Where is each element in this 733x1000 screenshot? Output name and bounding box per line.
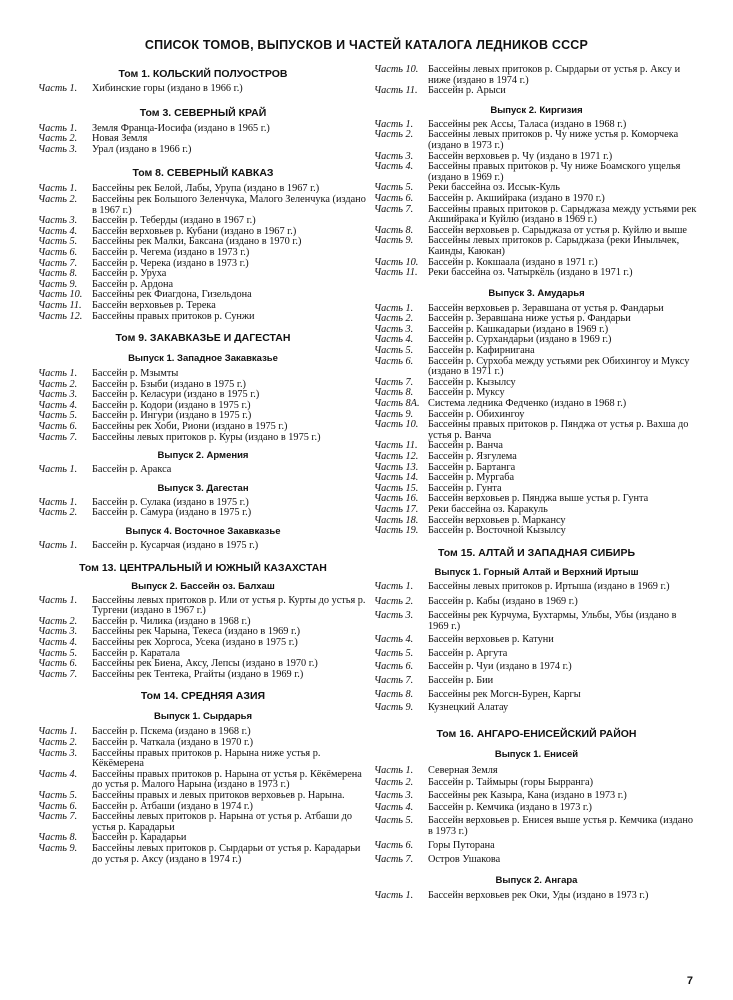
entry-text: Бассейны левых притоков р. Или от устья р. Курты до устья р. Тургени (издано в 1967 г.) bbox=[92, 594, 366, 617]
part-label: Часть 14. bbox=[374, 472, 419, 484]
entry-text: Бассейны рек Чарына, Текеса (издано в 1969 г.) bbox=[92, 626, 301, 638]
part-label: Часть 1. bbox=[38, 464, 78, 476]
part-label: Часть 4. bbox=[38, 399, 78, 411]
part-label: Часть 3. bbox=[38, 389, 78, 401]
entry-text: Бассейн р. Чуи (издано в 1974 г.) bbox=[428, 661, 572, 673]
part-label: Часть 18. bbox=[374, 514, 419, 526]
entry-text: Бассейн р. Чегема (издано в 1973 г.) bbox=[92, 246, 250, 258]
entry-text: Кузнецкий Алатау bbox=[428, 702, 509, 714]
entry-text: Бассейны рек Биена, Аксу, Лепсы (издано в 1970 г.) bbox=[92, 658, 318, 670]
issue-heading: Выпуск 1. Западное Закавказье bbox=[128, 353, 278, 365]
catalog-entry bbox=[374, 205, 699, 226]
entry-text: Бассейны левых притоков р. Куры (издано в 1975 г.) bbox=[92, 431, 321, 443]
entry-text: Бассейн р. Кемчика (издано в 1973 г.) bbox=[428, 802, 592, 814]
catalog-entry bbox=[374, 335, 699, 346]
entry-text: Бассейн р. Бии bbox=[428, 674, 494, 686]
catalog-entry bbox=[38, 124, 368, 135]
catalog-entry bbox=[374, 441, 699, 452]
catalog-entry bbox=[374, 420, 699, 441]
entry-text: Бассейн р. Муксу bbox=[428, 387, 505, 399]
catalog-entry bbox=[374, 582, 699, 593]
part-label: Часть 1. bbox=[38, 540, 78, 552]
part-label: Часть 5. bbox=[38, 410, 78, 422]
part-label: Часть 3. bbox=[38, 626, 78, 638]
entry-text: Бассейн р. Карадарьи bbox=[92, 832, 187, 844]
catalog-entry bbox=[38, 145, 368, 156]
part-label: Часть 7. bbox=[374, 853, 414, 865]
entry-text: Бассейны правых притоков р. Нарына от устья р. Кёкёмерена до устья р. Малого Нарына (издано в 1973 г.) bbox=[92, 768, 362, 791]
entry-text: Реки бассейна оз. Каракуль bbox=[428, 503, 548, 515]
entry-text: Бассейны рек Фиагдона, Гизельдона bbox=[92, 289, 252, 301]
part-label: Часть 4. bbox=[374, 334, 414, 346]
part-label: Часть 5. bbox=[374, 345, 414, 357]
issue-heading: Выпуск 3. Дагестан bbox=[157, 482, 249, 494]
part-label: Часть 11. bbox=[374, 267, 418, 279]
part-label: Часть 3. bbox=[374, 150, 414, 162]
catalog-entry bbox=[38, 638, 368, 649]
part-label: Часть 6. bbox=[38, 658, 78, 670]
part-label: Часть 4. bbox=[374, 634, 414, 646]
entry-text: Реки бассейна оз. Иссык-Куль bbox=[428, 182, 560, 194]
entry-text: Новая Земля bbox=[92, 133, 148, 145]
part-label: Часть 6. bbox=[38, 246, 78, 258]
issue-heading: Выпуск 2. Киргизия bbox=[490, 104, 583, 116]
part-label: Часть 1. bbox=[374, 302, 414, 314]
entry-text: Система ледника Федченко (издано в 1968 г.) bbox=[428, 398, 627, 410]
entry-text: Бассейны левых притоков р. Нарына от устья р. Атбаши до устья р. Карадарьи bbox=[92, 811, 353, 833]
part-label: Часть 3. bbox=[38, 747, 78, 759]
entry-text: Урал (издано в 1966 г.) bbox=[92, 143, 192, 155]
catalog-entry bbox=[374, 676, 699, 687]
catalog-entry bbox=[374, 378, 699, 389]
entry-text: Бассейн верховьев рек Оки, Уды (издано в 1973 г.) bbox=[428, 890, 649, 902]
entry-text: Бассейн р. Кодори (издано в 1975 г.) bbox=[92, 399, 251, 411]
catalog-entry bbox=[374, 463, 699, 474]
entry-text: Бассейны правых и левых притоков верховьев р. Нарына. bbox=[92, 789, 345, 801]
entry-text: Бассейн р. Гунта bbox=[428, 482, 502, 494]
part-label: Часть 2. bbox=[38, 378, 78, 390]
catalog-entry bbox=[374, 526, 699, 537]
part-label: Часть 3. bbox=[374, 609, 414, 621]
issue-heading: Выпуск 1. Сырдарья bbox=[153, 711, 253, 723]
part-label: Часть 3. bbox=[38, 215, 78, 227]
entry-text: Бассейны левых притоков р. Сырдарьи от устья р. Карадарьи до устья р. Аксу (издано в 1974 г.) bbox=[92, 842, 361, 865]
entry-text: Бассейн р. Пскема (издано в 1968 г.) bbox=[92, 726, 251, 738]
part-label: Часть 8. bbox=[374, 688, 414, 700]
entry-text: Бассейн р. Ванча bbox=[428, 440, 503, 452]
part-label: Часть 6. bbox=[374, 840, 414, 852]
part-label: Часть 3. bbox=[374, 789, 414, 801]
catalog-entry bbox=[38, 596, 368, 617]
catalog-entry bbox=[374, 703, 699, 714]
part-label: Часть 12. bbox=[374, 451, 419, 462]
part-label: Часть 6. bbox=[374, 192, 414, 204]
entry-text: Бассейн р. Аракса bbox=[92, 464, 172, 476]
part-label: Часть 9. bbox=[38, 842, 78, 854]
entry-text: Бассейн верховьев р. Енисея выше устья р. Кемчика (издано в 1973 г.) bbox=[428, 815, 693, 837]
part-label: Часть 9. bbox=[374, 702, 414, 714]
part-label: Часть 2. bbox=[38, 193, 78, 205]
entry-text: Бассейн р. Атбаши (издано в 1974 г.) bbox=[92, 800, 253, 812]
entry-text: Бассейн р. Чилика (издано в 1968 г.) bbox=[92, 615, 251, 627]
catalog-entry bbox=[38, 259, 368, 270]
catalog-entry bbox=[374, 662, 699, 673]
entry-text: Бассейны рек Курчума, Бухтармы, Ульбы, Убы (издано в 1969 г.) bbox=[428, 609, 677, 632]
part-label: Часть 5. bbox=[374, 815, 414, 827]
entry-text: Бассейн р. Кашкадарьи (издано в 1969 г.) bbox=[428, 323, 609, 335]
issue-heading: Выпуск 2. Ангара bbox=[495, 875, 578, 887]
entry-text: Бассейн р. Язгулема bbox=[428, 451, 517, 462]
part-label: Часть 2. bbox=[374, 777, 414, 789]
part-label: Часть 5. bbox=[38, 647, 78, 659]
entry-text: Бассейны рек Ассы, Таласа (издано в 1968 г.) bbox=[428, 118, 627, 130]
entry-text: Бассейн р. Обихингоу bbox=[428, 408, 525, 420]
part-label: Часть 7. bbox=[38, 811, 78, 823]
catalog-entry bbox=[374, 766, 699, 777]
part-label: Часть 8. bbox=[38, 832, 78, 844]
entry-text: Бассейны левых притоков р. Чу ниже устья р. Коморчека (издано в 1973 г.) bbox=[428, 129, 679, 151]
entry-text: Бассейн р. Самура (издано в 1975 г.) bbox=[92, 507, 252, 519]
catalog-entry bbox=[38, 541, 368, 552]
part-label: Часть 2. bbox=[38, 615, 78, 627]
part-label: Часть 8. bbox=[374, 224, 414, 236]
part-label: Часть 9. bbox=[38, 278, 78, 290]
catalog-entry bbox=[38, 195, 368, 216]
part-label: Часть 1. bbox=[38, 594, 78, 606]
catalog-entry bbox=[374, 452, 699, 463]
part-label: Часть 13. bbox=[374, 461, 419, 473]
part-label: Часть 6. bbox=[38, 800, 78, 812]
entry-text: Бассейн р. Кабы (издано в 1969 г.) bbox=[428, 596, 578, 608]
entry-text: Бассейн верховьев р. Терека bbox=[92, 299, 216, 311]
entry-text: Бассейны рек Тентека, Ргайты (издано в 1969 г.) bbox=[92, 668, 304, 680]
entry-text: Бассейн р. Келасури (издано в 1975 г.) bbox=[92, 389, 260, 401]
volume-heading: Том 15. АЛТАЙ И ЗАПАДНАЯ СИБИРЬ bbox=[438, 546, 635, 559]
entry-text: Бассейны рек Малки, Баксана (издано в 1970 г.) bbox=[92, 236, 302, 248]
entry-text: Бассейн р. Сурхоба между устьями рек Обихингоу и Муксу (издано в 1971 г.) bbox=[428, 355, 690, 378]
part-label: Часть 7. bbox=[374, 203, 414, 215]
entry-text: Бассейны правых притоков р. Нарына ниже устья р. Кёкёмерена bbox=[92, 747, 321, 770]
part-label: Часть 7. bbox=[38, 668, 78, 680]
catalog-entry bbox=[374, 130, 699, 151]
catalog-entry bbox=[38, 670, 368, 681]
entry-text: Бассейн верховьев р. Зеравшана от устья р. Фандарьи bbox=[428, 302, 664, 314]
part-label: Часть 1. bbox=[374, 890, 414, 902]
volume-heading: Том 1. КОЛЬСКИЙ ПОЛУОСТРОВ bbox=[118, 68, 288, 80]
part-label: Часть 4. bbox=[38, 768, 78, 780]
entry-text: Бассейны правых притоков р. Чу ниже Боамского ущелья (издано в 1969 г.) bbox=[428, 161, 681, 183]
entry-text: Бассейн р. Ардона bbox=[92, 278, 174, 290]
part-label: Часть 2. bbox=[374, 313, 414, 325]
entry-text: Бассейн верховьев р. Чу (издано в 1971 г.) bbox=[428, 150, 613, 162]
catalog-entry bbox=[374, 162, 699, 183]
entry-text: Бассейн р. Кусарчая (издано в 1975 г.) bbox=[92, 540, 259, 552]
part-label: Часть 8. bbox=[38, 268, 78, 280]
volume-heading: Том 16. АНГАРО-ЕНИСЕЙСКИЙ РАЙОН bbox=[436, 727, 637, 740]
part-label: Часть 9. bbox=[374, 408, 414, 420]
right-column bbox=[374, 65, 699, 902]
catalog-entry bbox=[374, 473, 699, 484]
part-label: Часть 8. bbox=[374, 387, 414, 399]
catalog-entry bbox=[38, 269, 368, 280]
catalog-entry bbox=[374, 268, 699, 279]
part-label: Часть 2. bbox=[38, 507, 78, 519]
entry-text: Бассейн р. Арыси bbox=[428, 85, 506, 97]
catalog-entry bbox=[38, 508, 368, 519]
entry-text: Бассейны правых притоков р. Сунжи bbox=[92, 310, 255, 322]
part-label: Часть 4. bbox=[374, 802, 414, 814]
entry-text: Хибинские горы (издано в 1966 г.) bbox=[92, 83, 243, 94]
catalog-entry bbox=[38, 433, 368, 444]
entry-text: Бассейн р. Мургаба bbox=[428, 472, 515, 484]
part-label: Часть 16. bbox=[374, 493, 419, 505]
part-label: Часть 10. bbox=[38, 289, 83, 301]
catalog-entry bbox=[374, 891, 699, 902]
volume-heading: Том 13. ЦЕНТРАЛЬНЫЙ И ЮЖНЫЙ КАЗАХСТАН bbox=[79, 561, 327, 574]
issue-heading: Выпуск 2. Бассейн оз. Балхаш bbox=[131, 580, 275, 592]
entry-text: Бассейн р. Сурхандарьи (издано в 1969 г.) bbox=[428, 334, 612, 346]
catalog-entry bbox=[374, 236, 699, 257]
entry-text: Бассейн р. Бзыби (издано в 1975 г.) bbox=[92, 378, 246, 390]
entry-text: Бассейн верховьев р. Пянджа выше устья р. Гунта bbox=[428, 493, 649, 505]
page-number: 7 bbox=[686, 975, 693, 987]
entry-text: Бассейны правых притоков р. Пянджа от устья р. Вахша до устья р. Ванча bbox=[428, 419, 689, 441]
catalog-entry bbox=[374, 649, 699, 660]
entry-text: Бассейны левых притоков р. Сарыджаза (реки Иныльчек, Каинды, Каюкан) bbox=[428, 235, 680, 257]
entry-text: Бассейн р. Кызылсу bbox=[428, 376, 516, 388]
catalog-entry bbox=[374, 690, 699, 701]
entry-text: Бассейн р. Ингури (издано в 1975 г.) bbox=[92, 410, 252, 422]
catalog-entry bbox=[38, 812, 368, 833]
catalog-entry bbox=[374, 86, 699, 97]
entry-text: Бассейны рек Белой, Лабы, Урупа (издано в 1967 г.) bbox=[92, 183, 320, 195]
part-label: Часть 8А. bbox=[374, 398, 420, 410]
part-label: Часть 1. bbox=[38, 496, 78, 508]
entry-text: Бассейн р. Уруха bbox=[92, 268, 167, 280]
part-label: Часть 6. bbox=[374, 355, 414, 367]
entry-text: Бассейн р. Мзымты bbox=[92, 368, 179, 380]
part-label: Часть 1. bbox=[374, 580, 414, 592]
volume-heading: Том 3. СЕВЕРНЫЙ КРАЙ bbox=[139, 106, 267, 119]
left-column bbox=[38, 65, 368, 865]
part-label: Часть 15. bbox=[374, 482, 419, 494]
entry-text: Реки бассейна оз. Чатыркёль (издано в 1971 г.) bbox=[428, 267, 633, 279]
issue-heading: Выпуск 3. Амударья bbox=[488, 287, 585, 299]
entry-text: Бассейн р. Теберды (издано в 1967 г.) bbox=[92, 215, 256, 227]
catalog-entry bbox=[38, 312, 368, 323]
entry-text: Бассейн верховьев р. Сарыджаза от устья р. Куйлю и выше bbox=[428, 224, 687, 236]
catalog-entry bbox=[374, 791, 699, 802]
catalog-entry bbox=[374, 65, 699, 86]
part-label: Часть 2. bbox=[38, 736, 78, 748]
part-label: Часть 11. bbox=[374, 85, 418, 97]
part-label: Часть 11. bbox=[374, 440, 418, 452]
entry-text: Бассейн р. Таймыры (горы Бырранга) bbox=[428, 777, 594, 789]
part-label: Часть 4. bbox=[374, 161, 414, 173]
part-label: Часть 7. bbox=[374, 674, 414, 686]
part-label: Часть 10. bbox=[374, 419, 419, 431]
part-label: Часть 4. bbox=[38, 225, 78, 237]
part-label: Часть 1. bbox=[38, 368, 78, 380]
catalog-entry bbox=[374, 841, 699, 852]
catalog-entry bbox=[38, 465, 368, 476]
part-label: Часть 1. bbox=[38, 726, 78, 738]
entry-text: Бассейны рек Хоргоса, Усека (издано в 1975 г.) bbox=[92, 637, 298, 648]
catalog-entry bbox=[38, 134, 368, 145]
part-label: Часть 1. bbox=[38, 122, 78, 134]
entry-text: Бассейн р. Чаткала (издано в 1970 г.) bbox=[92, 736, 254, 748]
catalog-entry bbox=[374, 635, 699, 646]
catalog-entry bbox=[374, 357, 699, 378]
entry-text: Бассейны рек Казыра, Кана (издано в 1973 г.) bbox=[428, 789, 627, 801]
entry-text: Бассейн р. Кафирнигана bbox=[428, 345, 535, 357]
entry-text: Бассейн р. Аргута bbox=[428, 647, 508, 659]
entry-text: Земля Франца-Иосифа (издано в 1965 г.) bbox=[92, 122, 270, 134]
catalog-entry bbox=[38, 770, 368, 791]
catalog-entry bbox=[374, 803, 699, 814]
part-label: Часть 4. bbox=[38, 637, 78, 648]
entry-text: Бассейн р. Восточной Кызылсу bbox=[428, 525, 566, 537]
part-label: Часть 7. bbox=[38, 431, 78, 443]
part-label: Часть 1. bbox=[38, 83, 78, 94]
part-label: Часть 10. bbox=[374, 256, 419, 268]
catalog-entry bbox=[374, 816, 699, 837]
entry-text: Бассейн р. Зеравшана ниже устья р. Фандарьи bbox=[428, 313, 631, 325]
entry-text: Бассейны рек Большого Зеленчука, Малого Зеленчука (издано в 1967 г.) bbox=[92, 193, 366, 216]
entry-text: Бассейны правых притоков р. Сарыджаза между устьями рек Акшийрака и Куйлю (издано в 1969 г.) bbox=[428, 203, 697, 226]
part-label: Часть 9. bbox=[374, 235, 414, 247]
entry-text: Бассейн верховьев р. Маркансу bbox=[428, 514, 566, 526]
part-label: Часть 6. bbox=[38, 421, 78, 433]
entry-text: Северная Земля bbox=[428, 764, 498, 776]
entry-text: Бассейны левых притоков р. Сырдарьи от устья р. Аксу и ниже (издано в 1974 г.) bbox=[428, 64, 681, 86]
part-label: Часть 2. bbox=[374, 129, 414, 141]
entry-text: Бассейн р. Бартанга bbox=[428, 461, 516, 473]
catalog-entry bbox=[38, 749, 368, 770]
part-label: Часть 2. bbox=[38, 133, 78, 145]
part-label: Часть 1. bbox=[374, 764, 414, 776]
part-label: Часть 5. bbox=[38, 236, 78, 248]
catalog-entry bbox=[374, 778, 699, 789]
part-label: Часть 3. bbox=[38, 143, 78, 155]
part-label: Часть 5. bbox=[38, 789, 78, 801]
volume-heading: Том 14. СРЕДНЯЯ АЗИЯ bbox=[140, 690, 266, 703]
part-label: Часть 3. bbox=[374, 323, 414, 335]
entry-text: Бассейн р. Сулака (издано в 1975 г.) bbox=[92, 496, 249, 508]
part-label: Часть 1. bbox=[374, 118, 414, 130]
entry-text: Бассейн верховьев р. Катуни bbox=[428, 634, 554, 646]
part-label: Часть 17. bbox=[374, 503, 419, 515]
part-label: Часть 19. bbox=[374, 525, 419, 537]
entry-text: Бассейны рек Хоби, Риони (издано в 1975 г.) bbox=[92, 421, 288, 433]
entry-text: Бассейн р. Кокшаала (издано в 1971 г.) bbox=[428, 256, 598, 268]
part-label: Часть 5. bbox=[374, 647, 414, 659]
part-label: Часть 10. bbox=[374, 64, 419, 75]
issue-heading: Выпуск 1. Енисей bbox=[494, 748, 579, 760]
catalog-entry bbox=[38, 844, 368, 865]
part-label: Часть 11. bbox=[38, 299, 82, 311]
part-label: Часть 6. bbox=[374, 661, 414, 673]
part-label: Часть 1. bbox=[38, 183, 78, 195]
entry-text: Бассейн р. Акшийрака (издано в 1970 г.) bbox=[428, 192, 605, 204]
part-label: Часть 7. bbox=[38, 257, 78, 269]
part-label: Часть 7. bbox=[374, 376, 414, 388]
catalog-entry bbox=[374, 855, 699, 866]
entry-text: Остров Ушакова bbox=[428, 853, 501, 865]
entry-text: Бассейн р. Каратала bbox=[92, 647, 180, 659]
entry-text: Горы Путорана bbox=[428, 840, 495, 852]
catalog-entry bbox=[374, 597, 699, 608]
entry-text: Бассейны рек Могсн-Бурен, Каргы bbox=[428, 688, 581, 700]
catalog-entry bbox=[374, 399, 699, 410]
issue-heading: Выпуск 4. Восточное Закавказье bbox=[125, 526, 281, 538]
catalog-entry bbox=[38, 84, 368, 95]
part-label: Часть 2. bbox=[374, 596, 414, 608]
part-label: Часть 12. bbox=[38, 310, 83, 322]
part-label: Часть 5. bbox=[374, 182, 414, 194]
entry-text: Бассейн р. Черека (издано в 1973 г.) bbox=[92, 257, 249, 269]
issue-heading: Выпуск 1. Горный Алтай и Верхний Иртыш bbox=[434, 566, 639, 578]
catalog-entry bbox=[374, 611, 699, 632]
page-title: СПИСОК ТОМОВ, ВЫПУСКОВ И ЧАСТЕЙ КАТАЛОГА ЛЕДНИКОВ СССР bbox=[144, 38, 589, 52]
volume-heading: Том 8. СЕВЕРНЫЙ КАВКАЗ bbox=[132, 167, 274, 180]
entry-text: Бассейны левых притоков р. Иртыша (издано в 1969 г.) bbox=[428, 580, 670, 592]
issue-heading: Выпуск 2. Армения bbox=[157, 450, 249, 462]
volume-heading: Том 9. ЗАКАВКАЗЬЕ И ДАГЕСТАН bbox=[115, 332, 291, 345]
entry-text: Бассейн верховьев р. Кубани (издано в 1967 г.) bbox=[92, 225, 297, 237]
